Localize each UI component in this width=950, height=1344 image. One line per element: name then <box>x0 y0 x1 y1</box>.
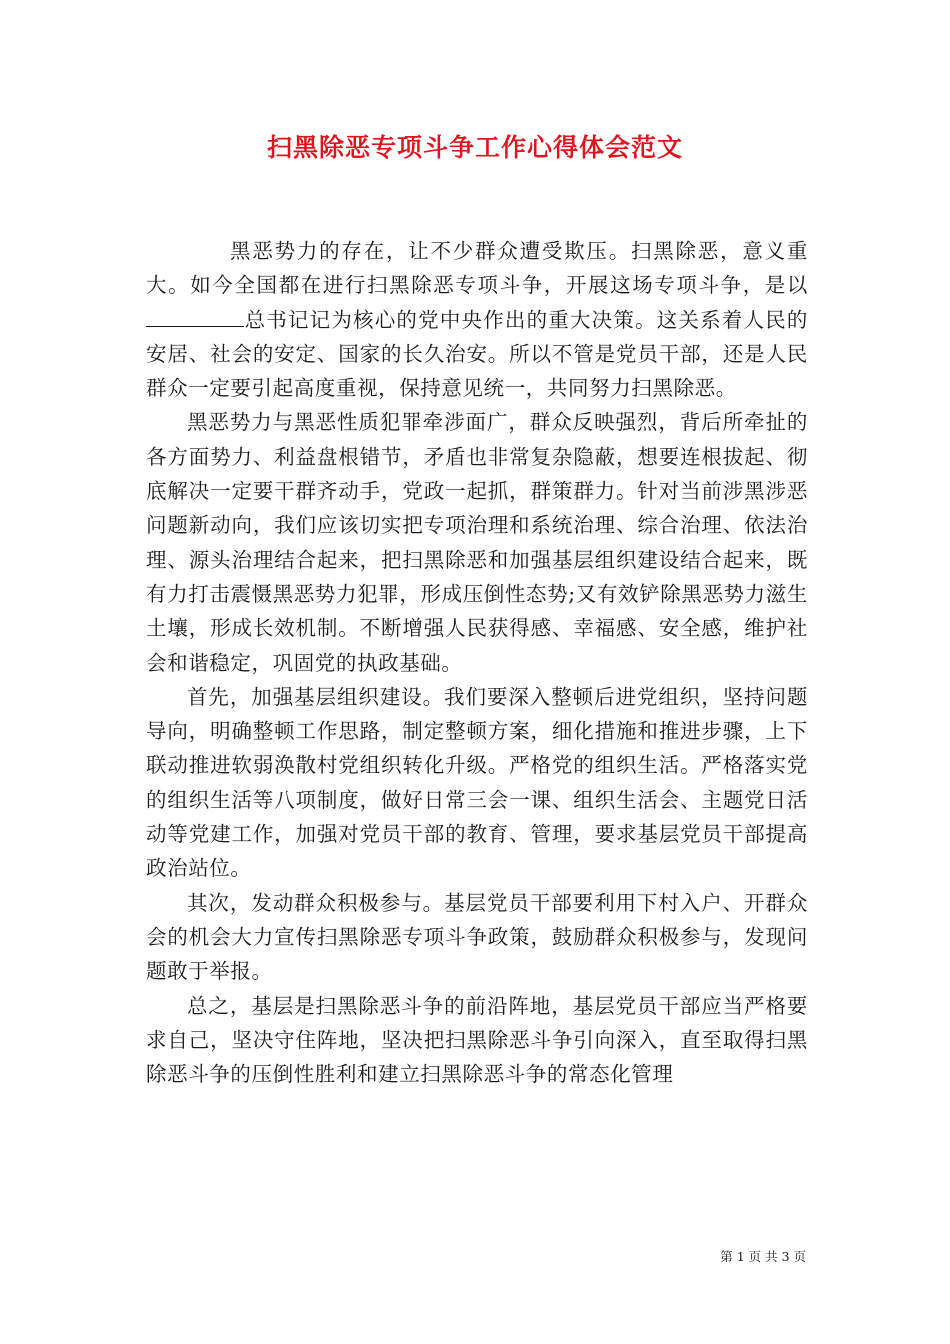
paragraph-1-part-1: 黑恶势力的存在，让不少群众遭受欺压。扫黑除恶，意义重大。如今全国都在进行扫黑除恶专项斗争，开展这场专项斗争，是以 <box>146 239 808 298</box>
paragraph-1 <box>146 234 808 405</box>
paragraph-4: 其次，发动群众积极参与。基层党员干部要利用下村入户、开群众会的机会大力宣传扫黑除恶专项斗争政策，鼓励群众积极参与，发现问题敢于举报。 <box>146 890 808 984</box>
paragraph-3: 首先，加强基层组织建设。我们要深入整顿后进党组织，坚持问题导向，明确整顿工作思路，制定整顿方案，细化措施和推进步骤，上下联动推进软弱涣散村党组织转化升级。严格党的组织生活。严格落实党的组织生活等八项制度，做好日常三会一课、组织生活会、主题党日活动等党建工作，加强对党员干部的教育、管理，要求基层党员干部提高政治站位。 <box>146 684 808 881</box>
page-indicator: 第 1 页 共 3 页 <box>720 1249 806 1264</box>
paragraph-5: 总之，基层是扫黑除恶斗争的前沿阵地，基层党员干部应当严格要求自己，坚决守住阵地，坚决把扫黑除恶斗争引向深入，直至取得扫黑除恶斗争的压倒性胜利和建立扫黑除恶斗争的常态化管理 <box>146 993 808 1087</box>
document-title: 扫黑除恶专项斗争工作心得体会范文 <box>266 133 683 162</box>
paragraph-1-part-2: 总书记记为核心的党中央作出的重大决策。这关系着人民的安居、社会的安定、国家的长久治安。所以不管是党员干部，还是人民群众一定要引起高度重视，保持意见统一，共同努力扫黑除恶。 <box>146 307 808 401</box>
paragraph-2: 黑恶势力与黑恶性质犯罪牵涉面广，群众反映强烈，背后所牵扯的各方面势力、利益盘根错节，矛盾也非常复杂隐蔽，想要连根拔起、彻底解决一定要干群齐动手，党政一起抓，群策群力。针对当前涉黑涉恶问题新动向，我们应该切实把专项治理和系统治理、综合治理、依法治理、源头治理结合起来，把扫黑除恶和加强基层组织建设结合起来，既有力打击震慑黑恶势力犯罪，形成压倒性态势;又有效铲除黑恶势力滋生土壤，形成长效机制。不断增强人民获得感、幸福感、安全感，维护社会和谐稳定，巩固党的执政基础。 <box>146 410 808 675</box>
blank-underline <box>146 306 244 327</box>
document-body <box>146 234 808 1091</box>
